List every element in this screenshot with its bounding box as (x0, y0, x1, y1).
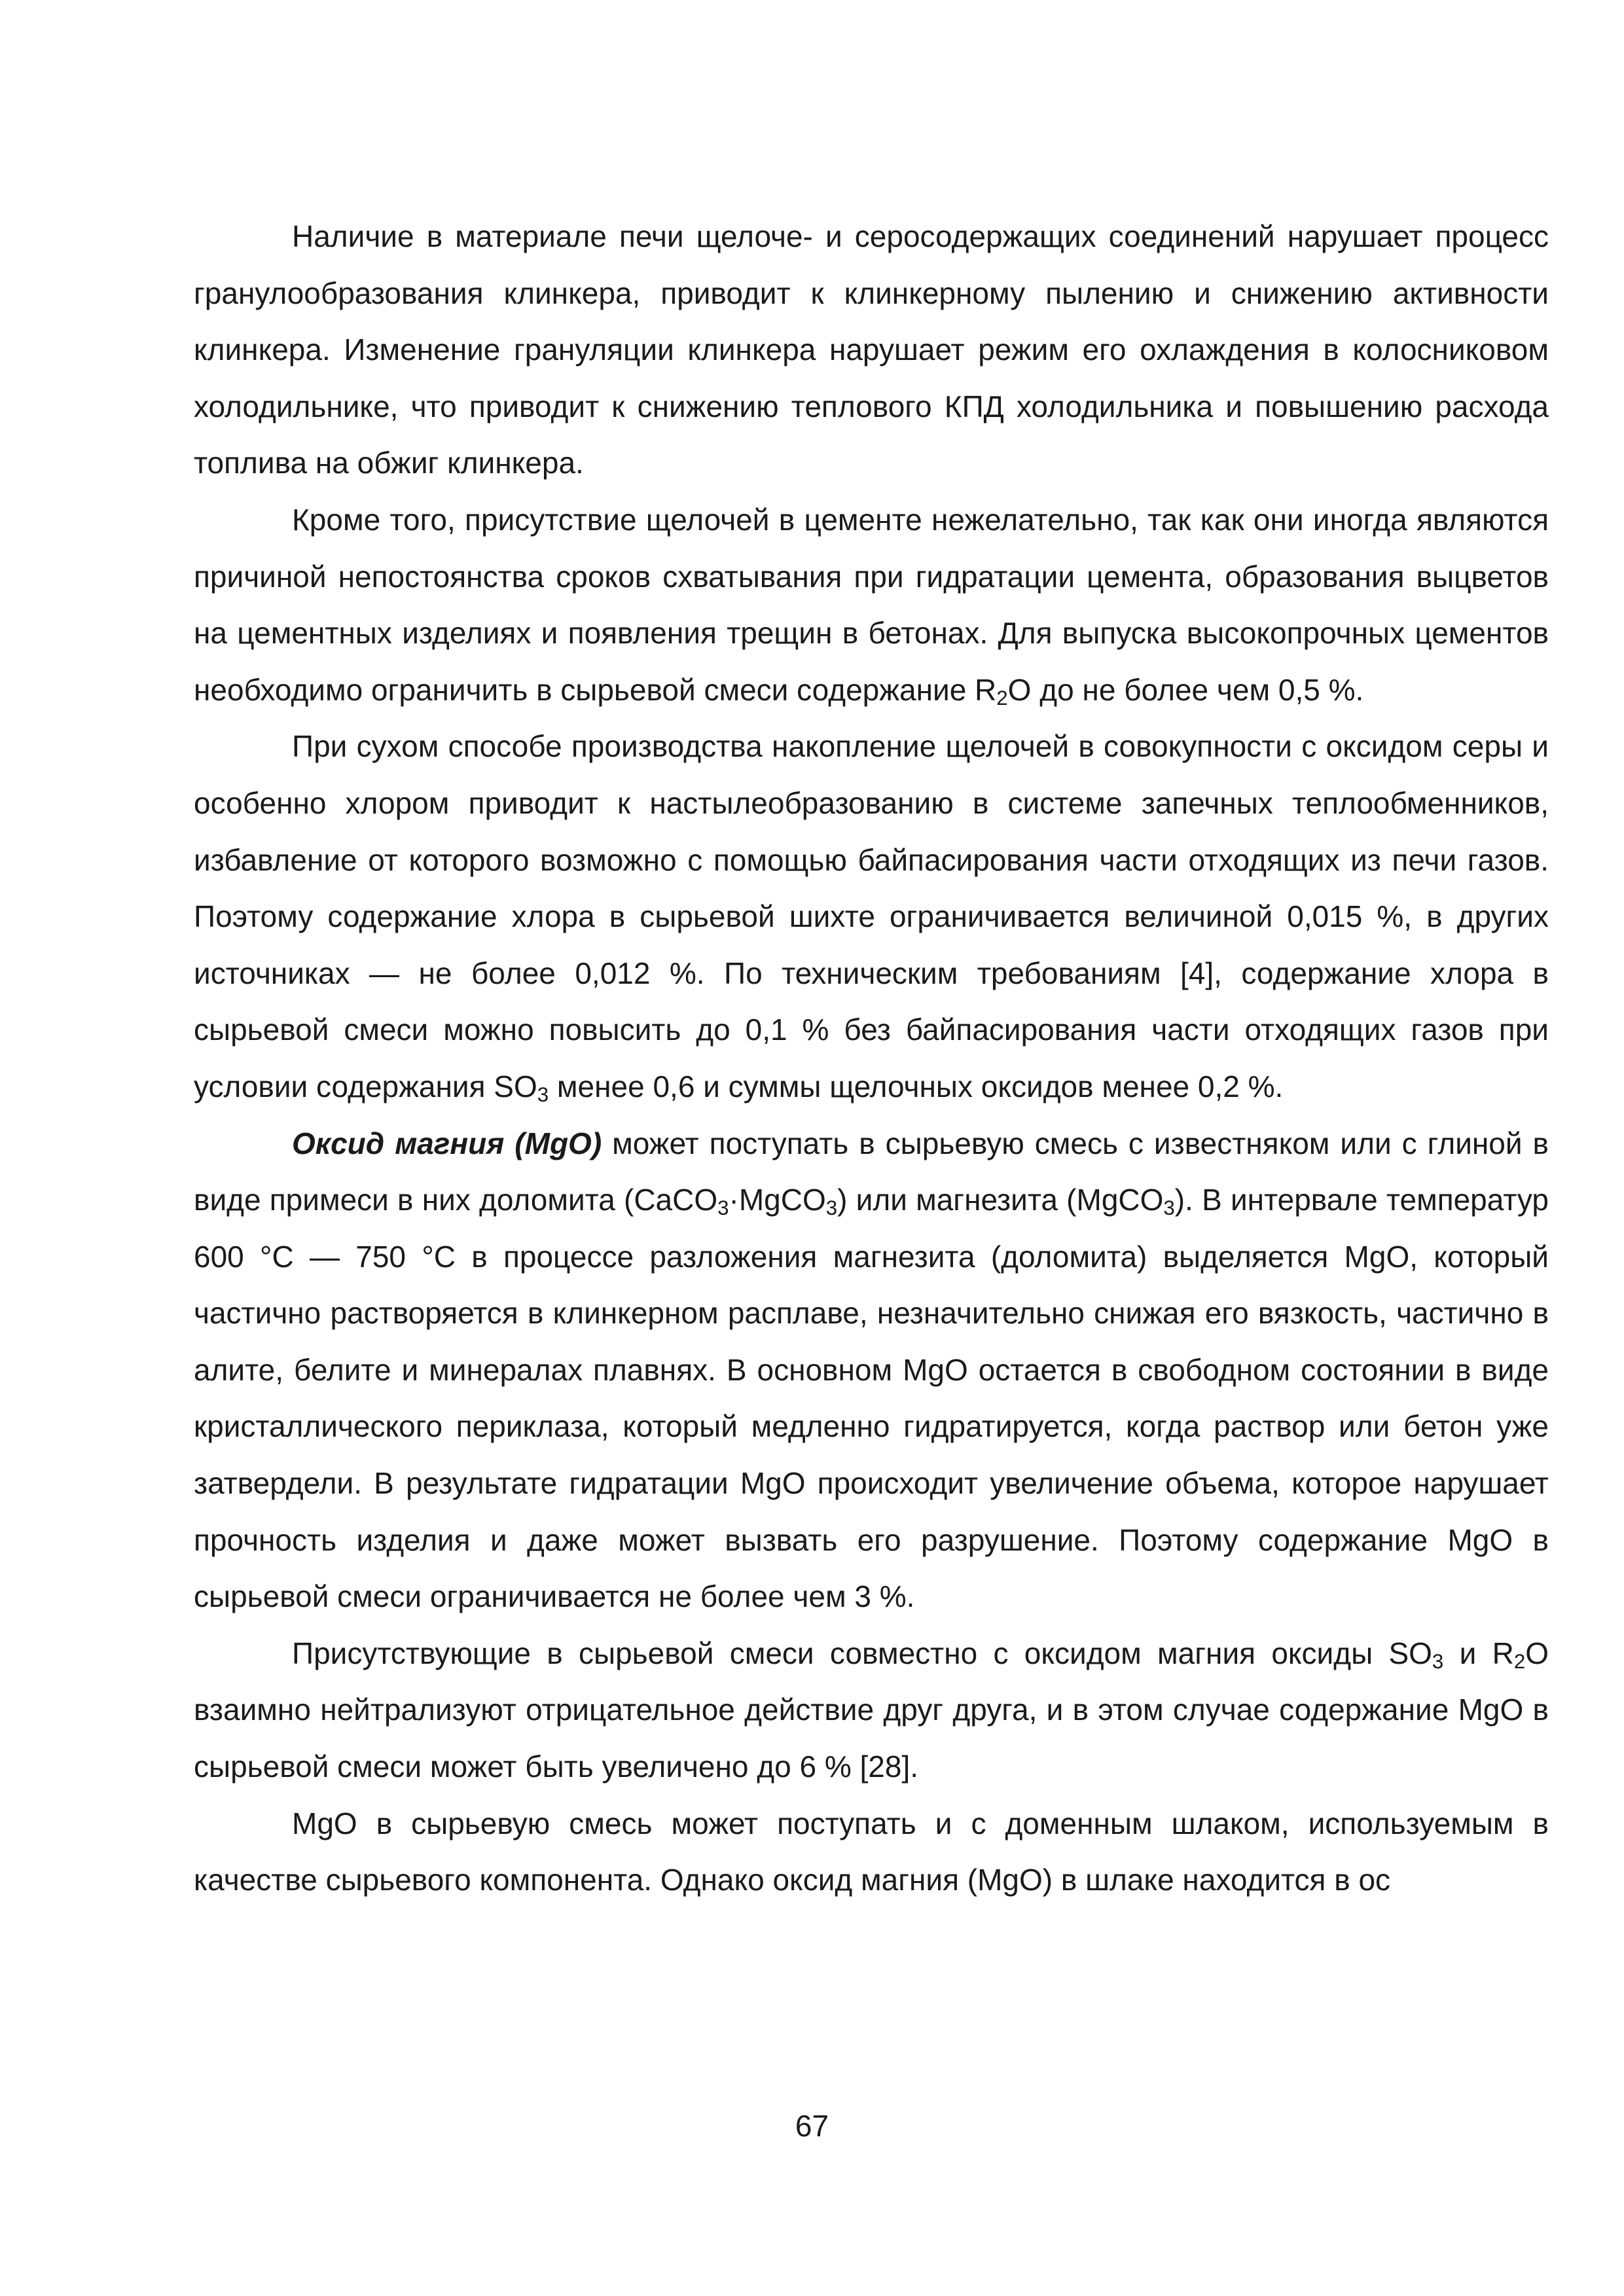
text-run: может поступать в сырьевую смесь с известняком или с глиной в виде примеси в них доломита (CaCO (194, 1126, 1549, 1217)
text-run: При сухом способе производства накопление щелочей в совокупности с оксидом серы и особенно хлором приводит к настылеобразованию в системе запечных теплообменников, избавление от которого возможно с помощью байпасирования части отходящих из печи газов. Поэтому содержание хлора в сырьевой шихте ограничивается величиной 0,015 %, в других источниках — не более 0,012 %. По техническим требованиям [4], содержание хлора в сырьевой смеси можно повысить до 0,1 % без байпасирования части отходящих газов при условии содержания SO (194, 729, 1549, 1103)
text-run: менее 0,6 и суммы щелочных оксидов менее 0,2 %. (549, 1069, 1284, 1103)
subscript: 2 (1513, 1649, 1526, 1673)
paragraph-magnesium-oxide (194, 1115, 1549, 1625)
subscript: 2 (996, 686, 1008, 709)
subscript: 3 (825, 1196, 838, 1219)
subscript: 3 (1432, 1649, 1444, 1673)
paragraph-chlorine-limits (194, 718, 1549, 1115)
paragraph-alkali-in-cement (194, 492, 1549, 718)
text-run: ) или магнезита (MgCO (837, 1183, 1164, 1217)
page-number: 67 (795, 2109, 829, 2143)
text-run: Присутствующие в сырьевой смеси совместно с оксидом магния оксиды SO (292, 1636, 1432, 1670)
subscript: 3 (537, 1083, 549, 1106)
paragraph-alkali-sulfur-effects: Наличие в материале печи щелоче- и серосодержащих соединений нарушает процесс гранулообразования клинкера, приводит к клинкерному пылению и снижению активности клинкера. Изменение грануляции клинкера нарушает режим его охлаждения в колосниковом холодильнике, что приводит к снижению теплового КПД холодильника и повышению расхода топлива на обжиг клинкера. (194, 219, 1549, 480)
subscript: 3 (717, 1196, 729, 1219)
body-text (194, 208, 1549, 1909)
text-run: ·MgCO (729, 1183, 826, 1217)
paragraph-so3-r2o-neutralization (194, 1625, 1549, 1795)
paragraph-blast-furnace-slag: MgO в сырьевую смесь может поступать и с доменным шлаком, используемым в качестве сырьевого компонента. Однако оксид магния (MgO) в шлаке находится в ос (194, 1806, 1549, 1897)
term-magnesium-oxide: Оксид магния (MgO) (292, 1126, 602, 1160)
text-run: O до не более чем 0,5 %. (1007, 672, 1364, 707)
text-run: O взаимно нейтрализуют отрицательное действие друг друга, и в этом случае содержание MgO в сырьевой смеси может быть увеличено до 6 % [28]. (194, 1636, 1549, 1784)
text-run: и R (1443, 1636, 1514, 1670)
subscript: 3 (1163, 1196, 1175, 1219)
text-run: Кроме того, присутствие щелочей в цементе нежелательно, так как они иногда являются причиной непостоянства сроков схватывания при гидратации цемента, образования выцветов на цементных изделиях и появления трещин в бетонах. Для выпуска высокопрочных цементов необходимо ограничить в сырьевой смеси содержание R (194, 502, 1549, 707)
text-run: ). В интервале температур 600 °C — 750 °C в процессе разложения магнезита (доломита) выделяется MgO, который частично растворяется в клинкерном расплаве, незначительно снижая его вязкость, частично в алите, белите и минералах плавнях. В основном MgO остается в свободном состоянии в виде кристаллического периклаза, который медленно гидратируется, когда раствор или бетон уже затвердели. В результате гидратации MgO происходит увеличение объема, которое нарушает прочность изделия и даже может вызвать его разрушение. Поэтому содержание MgO в сырьевой смеси ограничивается не более чем 3 %. (194, 1183, 1549, 1614)
